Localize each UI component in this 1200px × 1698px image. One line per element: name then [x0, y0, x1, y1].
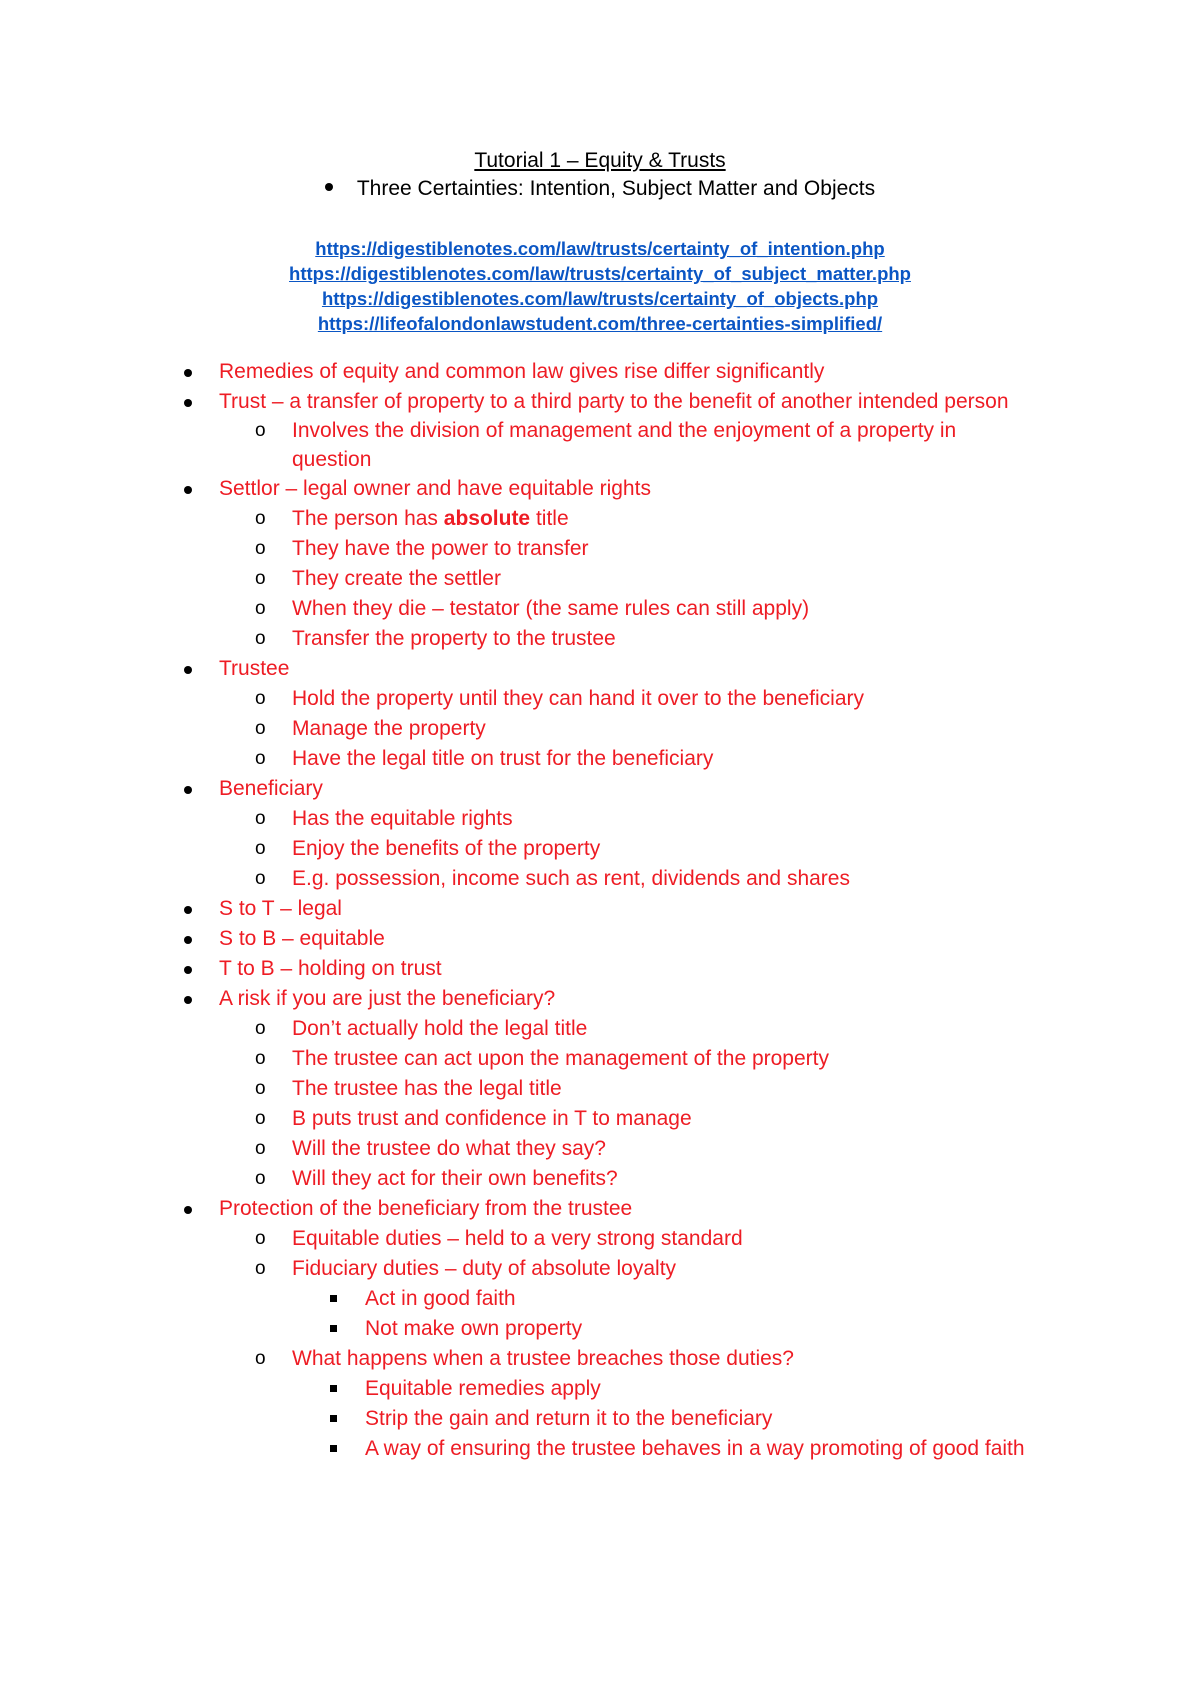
- list-item: o What happens when a trustee breaches those duties?: [0, 1344, 1200, 1374]
- circle-bullet-icon: o: [255, 688, 266, 709]
- list-item: Trustee: [0, 654, 1200, 684]
- list-item: o The trustee can act upon the management of the property: [0, 1044, 1200, 1074]
- square-bullet-icon: [330, 1445, 337, 1452]
- circle-bullet-icon: o: [255, 1048, 266, 1069]
- bullet-icon: [184, 666, 192, 674]
- list-item: Beneficiary: [0, 774, 1200, 804]
- circle-bullet-icon: o: [255, 1348, 266, 1369]
- list-item: o Will they act for their own benefits?: [0, 1164, 1200, 1194]
- circle-bullet-icon: o: [255, 1018, 266, 1039]
- page-title: Tutorial 1 – Equity & Trusts: [474, 149, 726, 172]
- bullet-icon: [184, 996, 192, 1004]
- circle-bullet-icon: o: [255, 598, 266, 619]
- list-item: o Has the equitable rights: [0, 804, 1200, 834]
- square-bullet-icon: [330, 1385, 337, 1392]
- list-item: o Hold the property until they can hand it over to the beneficiary: [0, 684, 1200, 714]
- square-bullet-icon: [330, 1325, 337, 1332]
- subtitle-text: Three Certainties: Intention, Subject Matter and Objects: [356, 177, 876, 200]
- list-item: S to T – legal: [0, 894, 1200, 924]
- circle-bullet-icon: o: [255, 748, 266, 769]
- circle-bullet-icon: o: [255, 808, 266, 829]
- bullet-icon: [184, 786, 192, 794]
- bullet-icon: [184, 936, 192, 944]
- circle-bullet-icon: o: [255, 1228, 266, 1249]
- bullet-icon: [325, 183, 333, 191]
- circle-bullet-icon: o: [255, 1078, 266, 1099]
- link-certainty-of-subject-matter[interactable]: https://digestiblenotes.com/law/trusts/certainty_of_subject_matter.php: [289, 263, 911, 284]
- bullet-icon: [184, 906, 192, 914]
- list-item: o When they die – testator (the same rules can still apply): [0, 594, 1200, 624]
- list-item: Not make own property: [0, 1314, 1200, 1344]
- list-item: o Equitable duties – held to a very strong standard: [0, 1224, 1200, 1254]
- list-item: o Enjoy the benefits of the property: [0, 834, 1200, 864]
- list-item: o Manage the property: [0, 714, 1200, 744]
- circle-bullet-icon: o: [255, 568, 266, 589]
- list-item: Protection of the beneficiary from the trustee: [0, 1194, 1200, 1224]
- list-item: o Transfer the property to the trustee: [0, 624, 1200, 654]
- list-item: o E.g. possession, income such as rent, dividends and shares: [0, 864, 1200, 894]
- circle-bullet-icon: o: [255, 538, 266, 559]
- circle-bullet-icon: o: [255, 1138, 266, 1159]
- list-item: o B puts trust and confidence in T to manage: [0, 1104, 1200, 1134]
- list-item: Equitable remedies apply: [0, 1374, 1200, 1404]
- reference-links: [0, 236, 1200, 336]
- circle-bullet-icon: o: [255, 868, 266, 889]
- circle-bullet-icon: o: [255, 838, 266, 859]
- list-item: o Involves the division of management and the enjoyment of a property in question: [0, 416, 1200, 474]
- bullet-icon: [184, 1206, 192, 1214]
- list-item: Settlor – legal owner and have equitable rights: [0, 474, 1200, 504]
- list-item: o Don’t actually hold the legal title: [0, 1014, 1200, 1044]
- link-three-certainties-simplified[interactable]: https://lifeofalondonlawstudent.com/three-certainties-simplified/: [317, 313, 883, 334]
- list-item: A way of ensuring the trustee behaves in a way promoting of good faith: [0, 1434, 1200, 1463]
- list-item: Remedies of equity and common law gives rise differ significantly: [0, 357, 1200, 387]
- link-certainty-of-objects[interactable]: https://digestiblenotes.com/law/trusts/certainty_of_objects.php: [321, 288, 879, 309]
- emphasis-text: absolute: [443, 507, 531, 530]
- notes-list: [0, 357, 1200, 1463]
- square-bullet-icon: [330, 1295, 337, 1302]
- list-item: o The person has absolute title: [0, 504, 1200, 534]
- title-block: [0, 148, 1200, 174]
- list-item: A risk if you are just the beneficiary?: [0, 984, 1200, 1014]
- list-item: o The trustee has the legal title: [0, 1074, 1200, 1104]
- list-item: o They have the power to transfer: [0, 534, 1200, 564]
- list-item: o Will the trustee do what they say?: [0, 1134, 1200, 1164]
- circle-bullet-icon: o: [255, 628, 266, 649]
- circle-bullet-icon: o: [255, 508, 266, 529]
- list-item: S to B – equitable: [0, 924, 1200, 954]
- list-item: o They create the settler: [0, 564, 1200, 594]
- circle-bullet-icon: o: [255, 1108, 266, 1129]
- list-item: Strip the gain and return it to the beneficiary: [0, 1404, 1200, 1434]
- circle-bullet-icon: o: [255, 718, 266, 739]
- list-item: o Have the legal title on trust for the beneficiary: [0, 744, 1200, 774]
- subtitle-bullet: [0, 176, 1200, 202]
- circle-bullet-icon: o: [255, 1168, 266, 1189]
- list-item: Trust – a transfer of property to a third party to the benefit of another intended person: [0, 387, 1200, 416]
- link-certainty-of-intention[interactable]: https://digestiblenotes.com/law/trusts/certainty_of_intention.php: [315, 238, 885, 259]
- list-item: T to B – holding on trust: [0, 954, 1200, 984]
- bullet-icon: [184, 486, 192, 494]
- bullet-icon: [184, 369, 192, 377]
- bullet-icon: [184, 399, 192, 407]
- square-bullet-icon: [330, 1415, 337, 1422]
- bullet-icon: [184, 966, 192, 974]
- circle-bullet-icon: o: [255, 420, 266, 441]
- circle-bullet-icon: o: [255, 1258, 266, 1279]
- list-item: Act in good faith: [0, 1284, 1200, 1314]
- list-item: o Fiduciary duties – duty of absolute loyalty: [0, 1254, 1200, 1284]
